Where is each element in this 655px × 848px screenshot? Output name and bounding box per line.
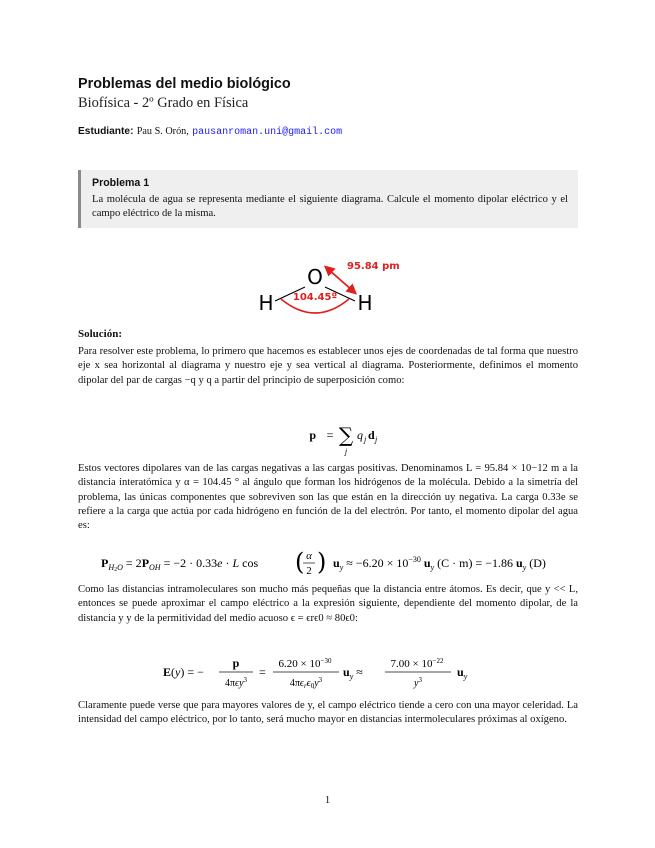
svg-text:7.00 × 10−22: $7.00 \times 10^{-22}$	[390, 657, 444, 670]
problem-statement: La molécula de agua se representa mediante el siguiente diagrama. Calcule el momento dipolar eléctrico y el campo eléctrico de la misma.	[92, 194, 568, 219]
svg-text:2: 2	[306, 565, 312, 577]
page-number: 1	[324, 795, 331, 806]
document-header	[78, 76, 578, 139]
svg-text:PH2O = 2POH = −2 · 0.33e · L c: $P_H2O = 2P_{OH} = -2 \cdot 0.33e \cdot L$ cos	[101, 556, 259, 573]
solution-paragraph-4: Claramente puede verse que para mayores valores de y, el campo eléctrico tiende a cero con una mayor celeridad. La intensidad del campo eléctrico, por lo tanto, será mucho mayor en distancias intermoleculares próximas al oxígeno.	[78, 700, 578, 726]
svg-text:d: d	[368, 428, 375, 442]
svg-text:E(y) = −: E(y) = −	[163, 665, 204, 679]
svg-text:4πϵy3: 4πϵy$^3$	[224, 676, 248, 689]
bond-length-arrow	[328, 269, 353, 291]
bond-length-label: 95.84 pm	[347, 261, 400, 272]
svg-text:y3: $y^3$	[414, 676, 422, 689]
problem-title: Problema 1	[92, 177, 150, 189]
equation-dipole-moment	[78, 545, 578, 579]
document-subtitle: Biofísica - 2º Grado en Física	[78, 95, 249, 111]
svg-text:j: j	[344, 447, 348, 456]
atom-hydrogen-right: H	[357, 291, 373, 315]
svg-text:uy ≈ −6.20 × 10−30 uy (C · m): $u_y \approx -6.20 \times 10^{-30}$ $u_y$ (C · m) = −1.86 $u_y$ (D)	[333, 555, 546, 572]
water-molecule-diagram	[253, 257, 403, 317]
equation-electric-field	[78, 652, 578, 694]
document-title: Problemas del medio biológico	[78, 76, 291, 92]
student-email-link[interactable]: pausanroman.uni@gmail.com	[192, 127, 343, 138]
svg-text:=: =	[259, 665, 266, 679]
student-name: Pau S. Orón,	[136, 126, 189, 137]
solution-paragraph-2: Estos vectores dipolares van de las cargas negativas a las cargas positivas. Denominamos L = 95.84 × 10−12 m a la distancia interatómica y α = 104.45 ° al ángulo que forman los hidrógenos de la molécula. Debido a la simetría del problema, las únicas componentes que sobreviven son las que están en la dirección uy negativa. La carga 0.33e se refiere a la carga que actúa por cada hidrógeno en función de la del electrón. Por tanto, el momento dipolar del agua es:	[78, 463, 578, 532]
student-line	[78, 125, 578, 139]
svg-text:p: p	[309, 428, 316, 442]
student-label: Estudiante:	[78, 126, 134, 137]
svg-text:j: j	[375, 435, 378, 444]
svg-text:∑: ∑	[338, 423, 354, 447]
svg-text:): )	[317, 548, 327, 576]
svg-text:(: (	[295, 548, 305, 576]
svg-text:=: =	[326, 428, 334, 442]
atom-oxygen: O	[307, 265, 323, 289]
solution-heading: Solución:	[78, 328, 123, 340]
angle-label: 104.45º	[292, 292, 338, 303]
svg-text:6.20 × 10−30: $6.20 \times 10^{-30}$	[278, 657, 332, 670]
svg-text:uy: $u_y$	[457, 665, 468, 681]
svg-text:j: j	[364, 435, 367, 444]
equation-dipole-sum	[78, 420, 578, 458]
problem-box	[78, 170, 578, 228]
atom-hydrogen-left: H	[258, 291, 274, 315]
solution-paragraph-1: Para resolver este problema, lo primero que hacemos es establecer unos ejes de coordenadas de tal forma que nuestro eje x sea horizontal al diagrama y nuestro eje y sea vertical al diagrama. Posteriormente, definimos el momento dipolar del par de cargas −q y q a partir del principio de superposición como:	[78, 346, 578, 386]
svg-text:uy ≈: $u_y$ ≈	[343, 665, 363, 681]
solution-paragraph-3: Como las distancias intramoleculares son mucho más pequeñas que la distancia entre átomos. Es decir, que y << L, entonces se puede aproximar el campo eléctrico a la expresión siguiente, dependiente del momento dipolar, de la distancia y y de la permitividad del medio acuoso ϵ = ϵrϵ0 ≈ 80ϵ0:	[78, 584, 578, 624]
svg-text:q: q	[357, 428, 363, 442]
svg-text:α: α	[306, 550, 312, 562]
svg-text:4πϵrϵ0y3: $4\pi\epsilon_r\epsilon_0y^3$	[289, 676, 323, 690]
svg-text:p: p	[232, 656, 240, 670]
